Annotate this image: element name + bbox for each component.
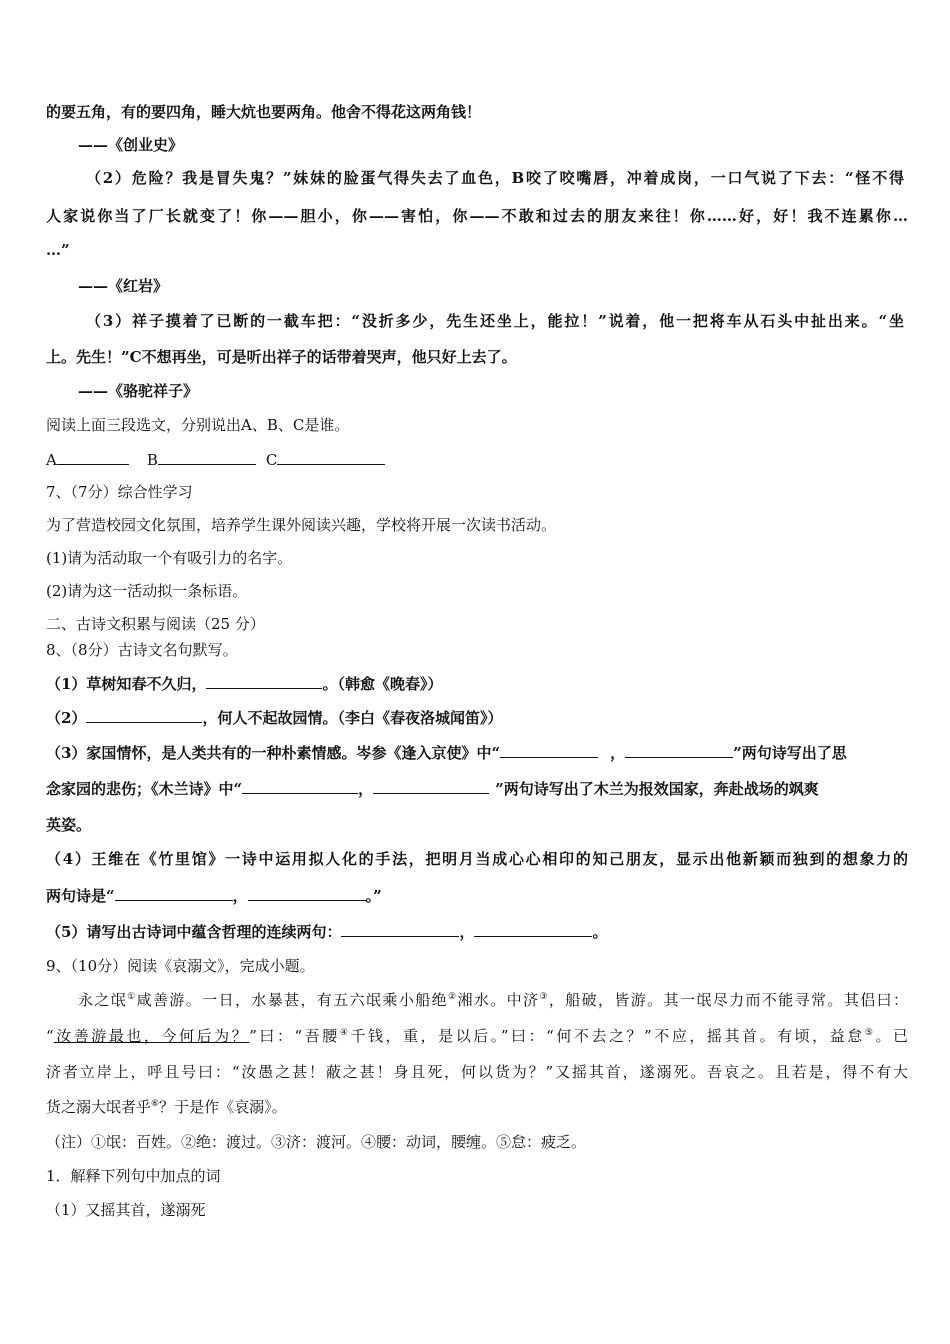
answer-blank[interactable]	[474, 921, 592, 937]
answer-blank[interactable]	[115, 885, 233, 901]
answer-blank[interactable]	[206, 673, 322, 689]
text-run: 永之氓	[78, 991, 128, 1009]
fill-text: ，	[610, 744, 626, 762]
classical-text-line: 济者立岸上，呼且号曰：“汝愚之甚！蔽之甚！身且死，何以货为？”又摇其首，遂溺死。吾哀之。且若是，得不有大	[46, 1063, 908, 1081]
text-run: ，船破，皆游。其一氓尽力而不能寻常。其侣曰：	[548, 991, 908, 1009]
notes-line: （注）①氓：百姓。②绝：渡过。③济：渡河。④腰：动词，腰缠。⑤怠：疲乏。	[46, 1133, 587, 1151]
source-line: ——《创业史》	[78, 136, 184, 154]
text-run: 货之溺大氓者乎	[46, 1098, 152, 1116]
fill-text: 。（韩愈《晚春》）	[322, 675, 443, 693]
fill-text: 念家园的悲伤；《木兰诗》中“	[46, 780, 243, 798]
fill-text: 。”	[365, 887, 382, 905]
label-a: A	[46, 451, 57, 469]
fill-text: 两句诗是“	[46, 887, 115, 905]
section-heading: 二、古诗文积累与阅读（25 分）	[46, 615, 265, 633]
fill-text: ，	[232, 887, 248, 905]
fill-text: ，何人不起故园情。（李白《春夜洛城闻笛》）	[202, 709, 503, 727]
text-line: 人家说你当了厂长就变了！你——胆小，你——害怕，你——不敢和过去的朋友来往！你……好，好！我不连累你…	[46, 207, 908, 225]
text-run: “	[46, 1027, 54, 1045]
text-line: 阅读上面三段选文，分别说出A、B、C是谁。	[46, 416, 350, 434]
underlined-sentence: 汝善游最也，今何后为？	[53, 1027, 250, 1045]
subquestion-heading: 1．解释下列句中加点的词	[46, 1167, 221, 1185]
answer-blank-b[interactable]	[158, 449, 256, 465]
fill-text: （2）	[46, 709, 87, 727]
text-line: （1）又摇其首，遂溺死	[46, 1201, 206, 1219]
fill-text: ”两句诗写出了思	[733, 744, 847, 762]
question-heading: 9、（10分）阅读《哀溺文》，完成小题。	[46, 957, 315, 975]
text-line: (1)请为活动取一个有吸引力的名字。	[46, 549, 293, 567]
fill-text: （5）请写出古诗词中蕴含哲理的连续两句：	[46, 923, 342, 941]
fill-text: 。	[592, 923, 608, 941]
source-line: ——《红岩》	[78, 277, 169, 295]
text-run: ”曰：“吾腰	[249, 1027, 340, 1045]
footnote-marker: ③	[539, 992, 549, 1002]
fill-line-5	[46, 921, 908, 942]
answer-blank[interactable]	[242, 778, 358, 794]
answer-blank[interactable]	[625, 742, 733, 758]
fill-line-3	[46, 742, 908, 763]
answer-blank[interactable]	[373, 778, 489, 794]
text-line: （3）祥子摸着了已断的一截车把：“没折多少，先生还坐上，能拉！”说着，他一把将车从石头中扯出来。“坐	[86, 312, 904, 330]
text-run: 千钱，重，是以后。”曰：“何不去之？”不应，摇其首。有顷，益怠	[350, 1027, 865, 1045]
answer-blank[interactable]	[500, 742, 598, 758]
text-line: （4）王维在《竹里馆》一诗中运用拟人化的手法，把明月当成心心相印的知己朋友，显示出他新颖而独到的想象力的	[46, 850, 908, 868]
answer-blank[interactable]	[86, 707, 202, 723]
text-line: （2）危险？我是冒失鬼？”妹妹的脸蛋气得失去了血色，B咬了咬嘴唇，冲着成岗，一口气说了下去：“怪不得	[86, 169, 904, 187]
text-line: 为了营造校园文化氛围，培养学生课外阅读兴趣，学校将开展一次读书活动。	[46, 516, 557, 534]
answer-line-abc	[46, 449, 908, 470]
label-c: C	[265, 451, 278, 469]
footnote-marker: ④	[339, 1028, 351, 1038]
fill-line-3b	[46, 778, 908, 799]
fill-line-2	[46, 707, 908, 728]
text-run: ？于是作《哀溺》。	[159, 1098, 287, 1116]
text-run: 。已	[875, 1027, 908, 1045]
source-line: ——《骆驼祥子》	[78, 382, 199, 400]
answer-blank-a[interactable]	[57, 449, 129, 465]
classical-text-line	[78, 990, 908, 1010]
footnote-marker: ②	[447, 992, 458, 1002]
answer-blank[interactable]	[341, 921, 459, 937]
fill-text: （3）家国情怀，是人类共有的一种朴素情感。岑参《逢入京使》中“	[46, 744, 501, 762]
text-run: 咸善游。一日，水暴甚，有五六氓乘小船绝	[136, 991, 448, 1009]
fill-text: ”两句诗写出了木兰为报效国家，奔赴战场的飒爽	[495, 780, 819, 798]
answer-blank-c[interactable]	[277, 449, 385, 465]
text-line: (2)请为这一活动拟一条标语。	[46, 582, 248, 600]
classical-text-line	[46, 1026, 908, 1046]
fill-line-1	[46, 673, 908, 694]
text-line: …”	[46, 241, 70, 259]
label-b: B	[146, 451, 158, 469]
footnote-marker: ①	[127, 992, 137, 1002]
fill-text: ，	[459, 923, 475, 941]
text-line: 英姿。	[46, 816, 92, 834]
question-heading: 7、（7分）综合性学习	[46, 483, 193, 501]
question-heading: 8、（8分）古诗文名句默写。	[46, 641, 238, 659]
text-run: 湘水。中济	[457, 991, 540, 1009]
classical-text-line	[46, 1097, 908, 1117]
text-line: 的要五角，有的要四角，睡大炕也要两角。他舍不得花这两角钱！	[46, 103, 482, 121]
fill-line-4	[46, 885, 908, 906]
footnote-marker: ⑥	[151, 1099, 160, 1109]
text-line: 上。先生！”C不想再坐，可是听出祥子的话带着哭声，他只好上去了。	[46, 348, 517, 366]
fill-text: （1）草树知春不久归，	[46, 675, 207, 693]
fill-text: ，	[358, 780, 374, 798]
answer-blank[interactable]	[248, 885, 366, 901]
footnote-marker: ⑤	[864, 1028, 876, 1038]
